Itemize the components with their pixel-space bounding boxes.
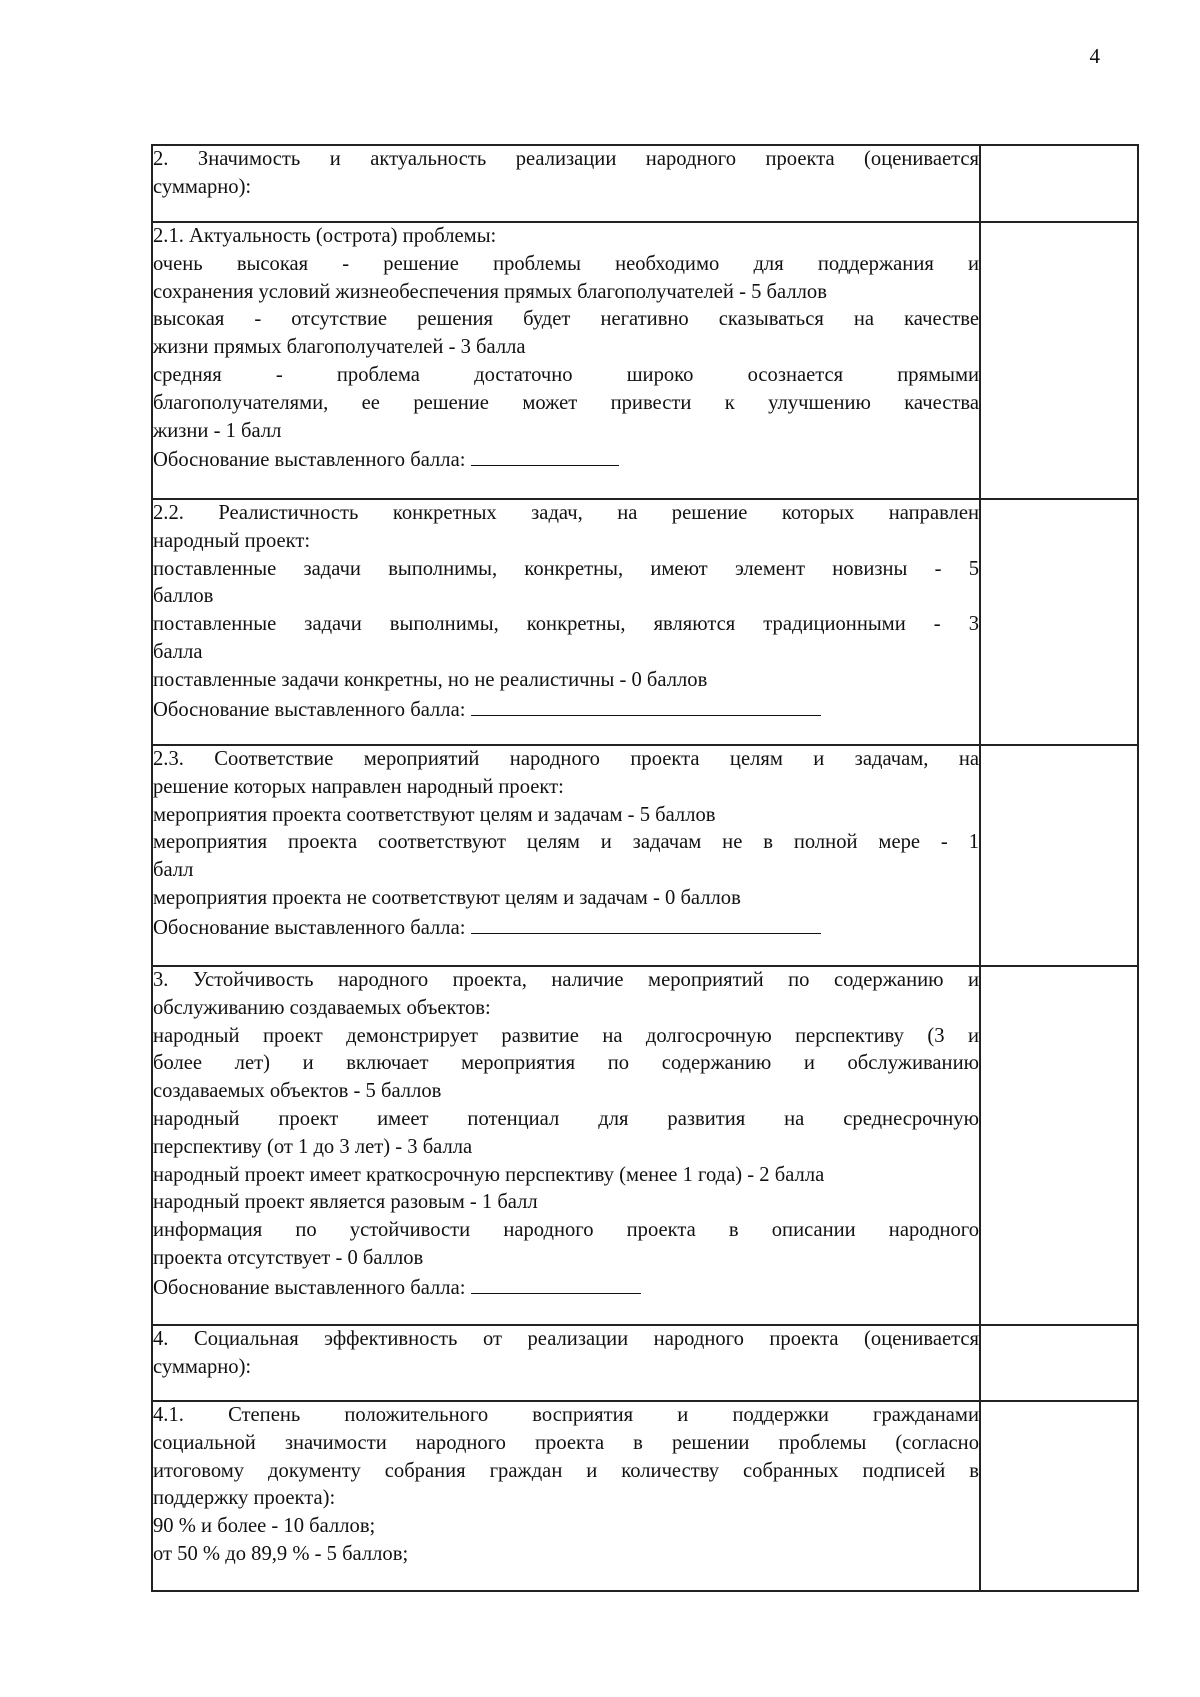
criterion-line — [153, 774, 979, 802]
criterion-line — [153, 1050, 979, 1078]
criterion-line-text: поставленные задачи выполнимы, конкретны, являются традиционными - 3 — [153, 613, 979, 636]
criterion-line-text: народный проект: — [153, 529, 311, 552]
criterion-line — [153, 1485, 979, 1513]
criterion-line — [153, 362, 979, 390]
criterion-row-2 — [152, 145, 1138, 222]
criterion-line — [153, 639, 979, 667]
criterion-line-text: мероприятия проекта соответствуют целям и задачам - 5 баллов — [153, 803, 716, 826]
score-cell[interactable] — [980, 145, 1138, 222]
criterion-line — [153, 1541, 979, 1569]
criterion-line — [153, 857, 979, 885]
justification-blank-line[interactable] — [471, 695, 821, 716]
criterion-text-cell — [152, 1401, 980, 1591]
criterion-line — [153, 1189, 979, 1217]
criterion-line-text: Обоснование выставленного балла: — [153, 698, 471, 721]
criterion-line — [153, 306, 979, 334]
criterion-line — [153, 1106, 979, 1134]
criterion-line — [153, 802, 979, 830]
page-number: 4 — [1089, 44, 1100, 68]
criterion-row-2-2 — [152, 499, 1138, 745]
criterion-line-text: более лет) и включает мероприятия по содержанию и обслуживанию — [153, 1052, 979, 1075]
criterion-line — [153, 528, 979, 556]
criterion-line — [153, 1326, 979, 1354]
criterion-row-2-1 — [152, 222, 1138, 499]
criterion-text-cell — [152, 499, 980, 745]
criterion-line-text: поставленные задачи выполнимы, конкретны, имеют элемент новизны - 5 — [153, 557, 979, 580]
criterion-line-text: балла — [153, 640, 203, 663]
criterion-line — [153, 667, 979, 695]
criterion-line-text: проекта отсутствует - 0 баллов — [153, 1246, 424, 1269]
criterion-line — [153, 500, 979, 528]
criterion-line-text: жизни прямых благополучателей - 3 балла — [153, 336, 526, 359]
criterion-line — [153, 1513, 979, 1541]
criterion-row-3 — [152, 966, 1138, 1325]
score-cell[interactable] — [980, 745, 1138, 966]
criterion-line-text: Обоснование выставленного балла: — [153, 916, 471, 939]
criterion-line-text: очень высокая - решение проблемы необходимо для поддержания и — [153, 252, 979, 275]
score-cell[interactable] — [980, 1325, 1138, 1401]
criterion-row-4 — [152, 1325, 1138, 1401]
criterion-line — [153, 583, 979, 611]
criterion-line — [153, 223, 979, 251]
criterion-line — [153, 1430, 979, 1458]
criterion-line-text: балл — [153, 859, 194, 882]
criterion-line-text: высокая - отсутствие решения будет негативно сказываться на качестве — [153, 308, 979, 331]
criterion-line — [153, 1273, 979, 1303]
criterion-line — [153, 1217, 979, 1245]
score-cell[interactable] — [980, 1401, 1138, 1591]
criterion-line — [153, 746, 979, 774]
criterion-line — [153, 251, 979, 279]
criterion-line-text: мероприятия проекта не соответствуют целям и задачам - 0 баллов — [153, 886, 741, 909]
criterion-line-text: итоговому документу собрания граждан и количеству собранных подписей в — [153, 1459, 979, 1482]
criterion-line — [153, 279, 979, 307]
criterion-text-cell — [152, 966, 980, 1325]
criterion-line-text: 2.3. Соответствие мероприятий народного проекта целям и задачам, на — [153, 748, 979, 770]
justification-blank-line[interactable] — [471, 445, 619, 466]
criterion-text-cell — [152, 1325, 980, 1401]
criterion-line — [153, 1458, 979, 1486]
criterion-line-text: баллов — [153, 585, 214, 608]
criterion-text-cell — [152, 222, 980, 499]
justification-blank-line[interactable] — [471, 1273, 641, 1294]
score-cell[interactable] — [980, 966, 1138, 1325]
criterion-line — [153, 995, 979, 1023]
criterion-line — [153, 913, 979, 943]
criterion-line — [153, 967, 979, 995]
criterion-line — [153, 885, 979, 913]
criterion-row-2-3 — [152, 745, 1138, 966]
criterion-line-text: сохранения условий жизнеобеспечения прямых благополучателей - 5 баллов — [153, 280, 827, 303]
criterion-line-text: перспективу (от 1 до 3 лет) - 3 балла — [153, 1135, 473, 1158]
criteria-table — [151, 144, 1139, 1592]
criterion-line — [153, 1402, 979, 1430]
criterion-line — [153, 695, 979, 725]
criterion-line-text: от 50 % до 89,9 % - 5 баллов; — [153, 1542, 409, 1565]
criterion-line-text: суммарно): — [153, 1355, 252, 1378]
criterion-line-text: решение которых направлен народный проект: — [153, 775, 564, 798]
criterion-line-text: создаваемых объектов - 5 баллов — [153, 1080, 442, 1103]
criterion-line-text: народный проект имеет потенциал для развития на среднесрочную — [153, 1107, 979, 1130]
criterion-line-text: суммарно): — [153, 175, 252, 198]
criterion-line — [153, 1134, 979, 1162]
criterion-line-text: мероприятия проекта соответствуют целям и задачам не в полной мере - 1 — [153, 831, 979, 854]
criterion-line-text: информация по устойчивости народного проекта в описании народного — [153, 1219, 979, 1242]
criterion-line — [153, 390, 979, 418]
score-cell[interactable] — [980, 499, 1138, 745]
criterion-line — [153, 418, 979, 446]
criterion-line — [153, 556, 979, 584]
criterion-line — [153, 334, 979, 362]
criterion-line-text: социальной значимости народного проекта в решении проблемы (согласно — [153, 1431, 979, 1454]
criterion-line — [153, 1245, 979, 1273]
criterion-line-text: народный проект является разовым - 1 балл — [153, 1191, 538, 1214]
justification-blank-line[interactable] — [471, 913, 821, 934]
criterion-line — [153, 611, 979, 639]
criterion-line-text: поддержку проекта): — [153, 1487, 336, 1510]
criterion-line-text: обслуживанию создаваемых объектов: — [153, 996, 491, 1019]
criterion-line — [153, 1162, 979, 1190]
criterion-text-cell — [152, 745, 980, 966]
criterion-line — [153, 1354, 979, 1382]
criterion-line-text: 4. Социальная эффективность от реализации народного проекта (оценивается — [153, 1328, 979, 1350]
criterion-text-cell — [152, 145, 980, 222]
criterion-line-text: народный проект имеет краткосрочную перспективу (менее 1 года) - 2 балла — [153, 1163, 825, 1186]
criterion-line-text: народный проект демонстрирует развитие на долгосрочную перспективу (3 и — [153, 1024, 979, 1047]
criterion-line-text: 4.1. Степень положительного восприятия и поддержки гражданами — [153, 1404, 979, 1426]
criterion-line — [153, 829, 979, 857]
criterion-row-4-1 — [152, 1401, 1138, 1591]
criterion-line — [153, 1078, 979, 1106]
criterion-line-text: 2.1. Актуальность (острота) проблемы: — [153, 225, 497, 247]
criterion-line — [153, 1023, 979, 1051]
criterion-line-text: Обоснование выставленного балла: — [153, 449, 471, 472]
criterion-line-text: Обоснование выставленного балла: — [153, 1276, 471, 1299]
criterion-line-text: средняя - проблема достаточно широко осознается прямыми — [153, 363, 979, 386]
criterion-line-text: 3. Устойчивость народного проекта, наличие мероприятий по содержанию и — [153, 969, 979, 991]
criterion-line-text: 2.2. Реалистичность конкретных задач, на решение которых направлен — [153, 502, 979, 524]
score-cell[interactable] — [980, 222, 1138, 499]
criterion-line-text: жизни - 1 балл — [153, 419, 282, 442]
criterion-line-text: 90 % и более - 10 баллов; — [153, 1515, 376, 1538]
criterion-line-text: поставленные задачи конкретны, но не реалистичны - 0 баллов — [153, 668, 708, 691]
criterion-line-text: 2. Значимость и актуальность реализации народного проекта (оценивается — [153, 148, 979, 170]
criterion-line — [153, 146, 979, 174]
criterion-line-text: благополучателями, ее решение может привести к улучшению качества — [153, 391, 979, 414]
criterion-line — [153, 445, 979, 475]
criterion-line — [153, 174, 979, 202]
